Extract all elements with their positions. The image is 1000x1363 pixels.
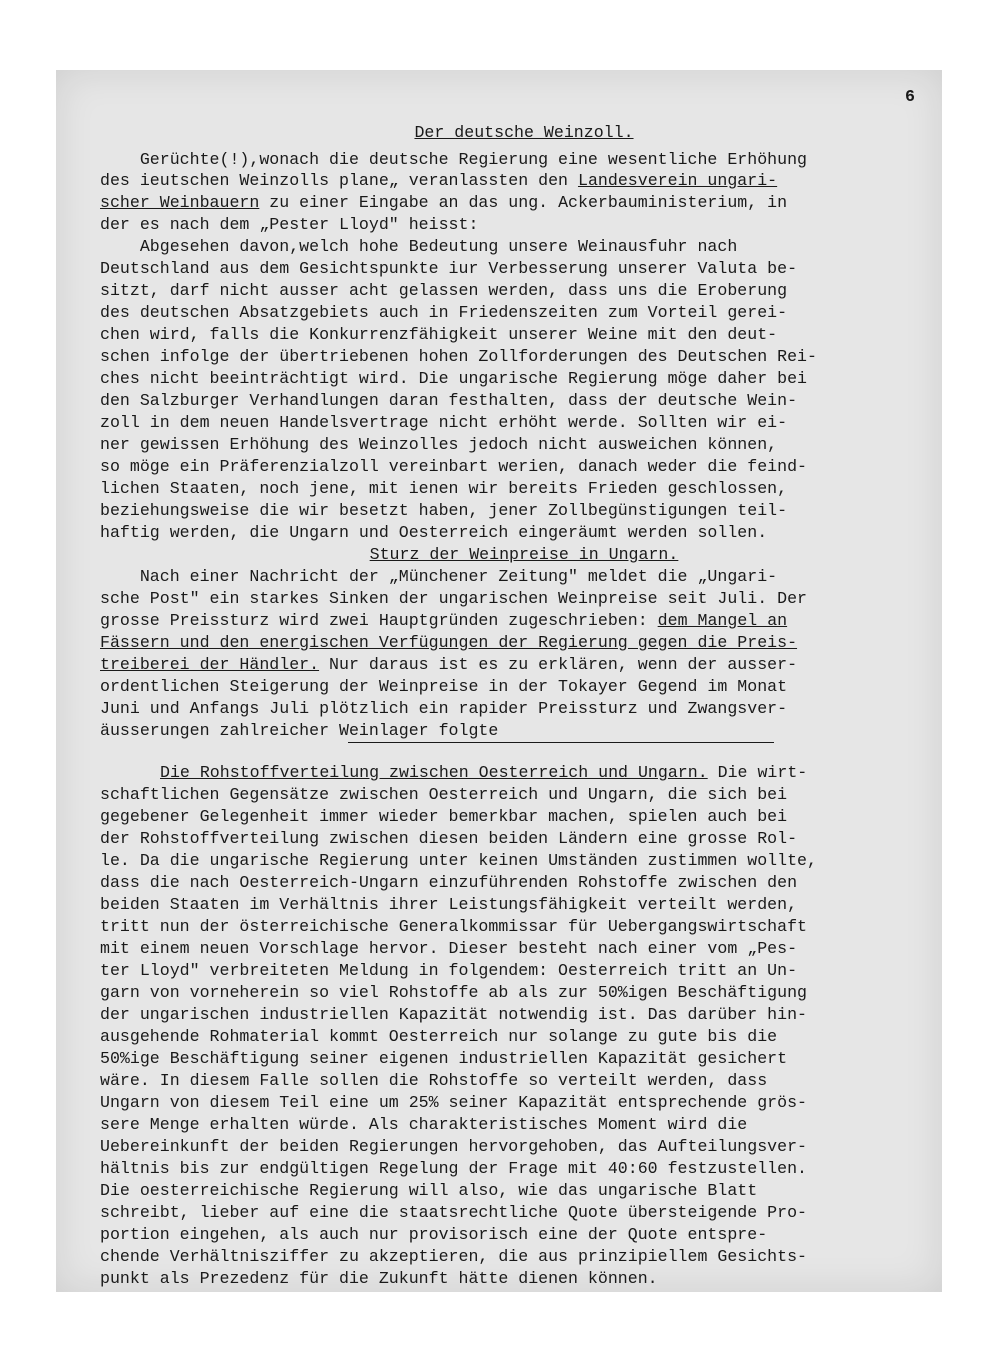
text-line: tritt nun der österreichische Generalkommissar für Uebergangswirtschaft xyxy=(100,917,808,936)
text-line: Nach einer Nachricht der „Münchener Zeitung" meldet die „Ungari- xyxy=(100,567,778,586)
text-line: wäre. In diesem Falle sollen die Rohstoffe so verteilt werden, dass xyxy=(100,1071,768,1090)
text-line: Abgesehen davon,welch hohe Bedeutung unsere Weinausfuhr nach xyxy=(100,237,738,256)
text-line: Die oesterreichische Regierung will also, wie das ungarische Blatt xyxy=(100,1181,758,1200)
text-line: sitzt, darf nicht ausser acht gelassen werden, dass uns die Eroberung xyxy=(100,281,788,300)
text-line: des ieutschen Weinzolls plane„ veranlassten den Landesverein ungari- xyxy=(100,171,778,190)
text-line: le. Da die ungarische Regierung unter keinen Umständen zustimmen wollte, xyxy=(100,851,817,870)
text-line: der es nach dem „Pester Lloyd" heisst: xyxy=(100,215,479,234)
text-line: des deutschen Absatzgebiets auch in Friedenszeiten zum Vorteil gerei- xyxy=(100,303,788,322)
text-line: äusserungen zahlreicher Weinlager folgte xyxy=(100,721,499,740)
text-line: chen wird, falls die Konkurrenzfähigkeit unserer Weine mit den deut- xyxy=(100,325,778,344)
text-line: sche Post" ein starkes Sinken der ungarischen Weinpreise seit Juli. Der xyxy=(100,589,808,608)
text-line: dass die nach Oesterreich-Ungarn einzuführenden Rohstoffe zwischen den xyxy=(100,873,798,892)
text-line: schen infolge der übertriebenen hohen Zollforderungen des Deutschen Rei- xyxy=(100,347,817,366)
text-line: 50%ige Beschäftigung seiner eigenen industriellen Kapazität gesichert xyxy=(100,1049,788,1068)
text-line: scher Weinbauern zu einer Eingabe an das ung. Ackerbauministerium, in xyxy=(100,193,788,212)
text-line: mit einem neuen Vorschlage hervor. Dieser besteht nach einer vom „Pes- xyxy=(100,939,798,958)
text-line: ter Lloyd" verbreiteten Meldung in folgendem: Oesterreich tritt an Un- xyxy=(100,961,798,980)
text-line: ausgehende Rohmaterial kommt Oesterreich nur solange zu gute bis die xyxy=(100,1027,778,1046)
text-line: der Rohstoffverteilung zwischen diesen beiden Ländern eine grosse Rol- xyxy=(100,829,798,848)
section-heading-rohstoff: Die Rohstoffverteilung zwischen Oesterreich und Ungarn. xyxy=(160,763,708,782)
text-line: hältnis bis zur endgültigen Regelung der Frage mit 40:60 festzustellen. xyxy=(100,1159,808,1178)
text-line: den Salzburger Verhandlungen daran festhalten, dass der deutsche Wein- xyxy=(100,391,798,410)
text-line: so möge ein Präferenzialzoll vereinbart werien, danach weder die feind- xyxy=(100,457,808,476)
text-line: grosse Preissturz wird zwei Hauptgründen zugeschrieben: dem Mangel an xyxy=(100,611,788,630)
text-line: Juni und Anfangs Juli plötzlich ein rapider Preissturz und Zwangsver- xyxy=(100,699,788,718)
text-line xyxy=(100,632,797,654)
text-line: chende Verhältnisziffer zu akzeptieren, die aus prinzipiellem Gesichts- xyxy=(100,1247,808,1266)
text-line: beziehungsweise die wir besetzt haben, jener Zollbegünstigungen teil- xyxy=(100,501,788,520)
underlined-phrase: treiberei der Händler. xyxy=(100,655,320,674)
underlined-phrase: dem Mangel an xyxy=(657,611,788,630)
text-line: ner gewissen Erhöhung des Weinzolles jedoch nicht ausweichen können, xyxy=(100,435,778,454)
text-line: zoll in dem neuen Handelsvertrage nicht erhöht werde. Sollten wir ei- xyxy=(100,413,788,432)
text-line: Uebereinkunft der beiden Regierungen hervorgehoben, das Aufteilungsver- xyxy=(100,1137,808,1156)
section-divider xyxy=(348,742,774,743)
underlined-phrase: scher Weinbauern xyxy=(100,193,260,212)
text-line: beiden Staaten im Verhältnis ihrer Leistungsfähigkeit verteilt werden, xyxy=(100,895,798,914)
text-line: garn von vorneherein so viel Rohstoffe ab als zur 50%igen Beschäftigung xyxy=(100,983,808,1002)
text-line: Die Rohstoffverteilung zwischen Oesterreich und Ungarn. Die wirt- xyxy=(100,762,807,784)
text-line: sere Menge erhalten würde. Als charakteristisches Moment wird die xyxy=(100,1115,748,1134)
text-line: haftig werden, die Ungarn und Oesterreich eingeräumt werden sollen. xyxy=(100,523,768,542)
underlined-phrase: Fässern und den energischen Verfügungen der Regierung gegen die Preis- xyxy=(100,633,798,652)
text-line: Ungarn von diesem Teil eine um 25% seiner Kapazität entsprechende grös- xyxy=(100,1093,808,1112)
text-line: punkt als Prezedenz für die Zukunft hätte dienen können. xyxy=(100,1269,658,1288)
text-line: schreibt, lieber auf eine die staatsrechtliche Quote übersteigende Pro- xyxy=(100,1203,808,1222)
text-line: lichen Staaten, noch jene, mit ienen wir bereits Frieden geschlossen, xyxy=(100,479,788,498)
text-line: gegebener Gelegenheit immer wieder bemerkbar machen, spielen auch bei xyxy=(100,807,788,826)
text-line: ches nicht beeinträchtigt wird. Die ungarische Regierung möge daher bei xyxy=(100,369,808,388)
text-line: Deutschland aus dem Gesichtspunkte iur Verbesserung unserer Valuta be- xyxy=(100,259,798,278)
underlined-phrase: Landesverein ungari- xyxy=(577,171,778,190)
section-heading-weinpreise: Sturz der Weinpreise in Ungarn. xyxy=(369,545,679,564)
text-line: schaftlichen Gegensätze zwischen Oesterreich und Ungarn, die sich bei xyxy=(100,785,788,804)
section-heading-weinzoll: Der deutsche Weinzoll. xyxy=(414,123,634,142)
text-line: der ungarischen industriellen Kapazität notwendig ist. Das darüber hin- xyxy=(100,1005,808,1024)
text-line: portion eingehen, als auch nur provisorisch eine der Quote entspre- xyxy=(100,1225,768,1244)
page-number: 6 xyxy=(905,87,915,106)
scanned-page xyxy=(56,70,942,1292)
text-line: ordentlichen Steigerung der Weinpreise in der Tokayer Gegend im Monat xyxy=(100,677,788,696)
text-line: Gerüchte(!),wonach die deutsche Regierung eine wesentliche Erhöhung xyxy=(100,150,808,169)
text-line: treiberei der Händler. Nur daraus ist es zu erklären, wenn der ausser- xyxy=(100,655,798,674)
